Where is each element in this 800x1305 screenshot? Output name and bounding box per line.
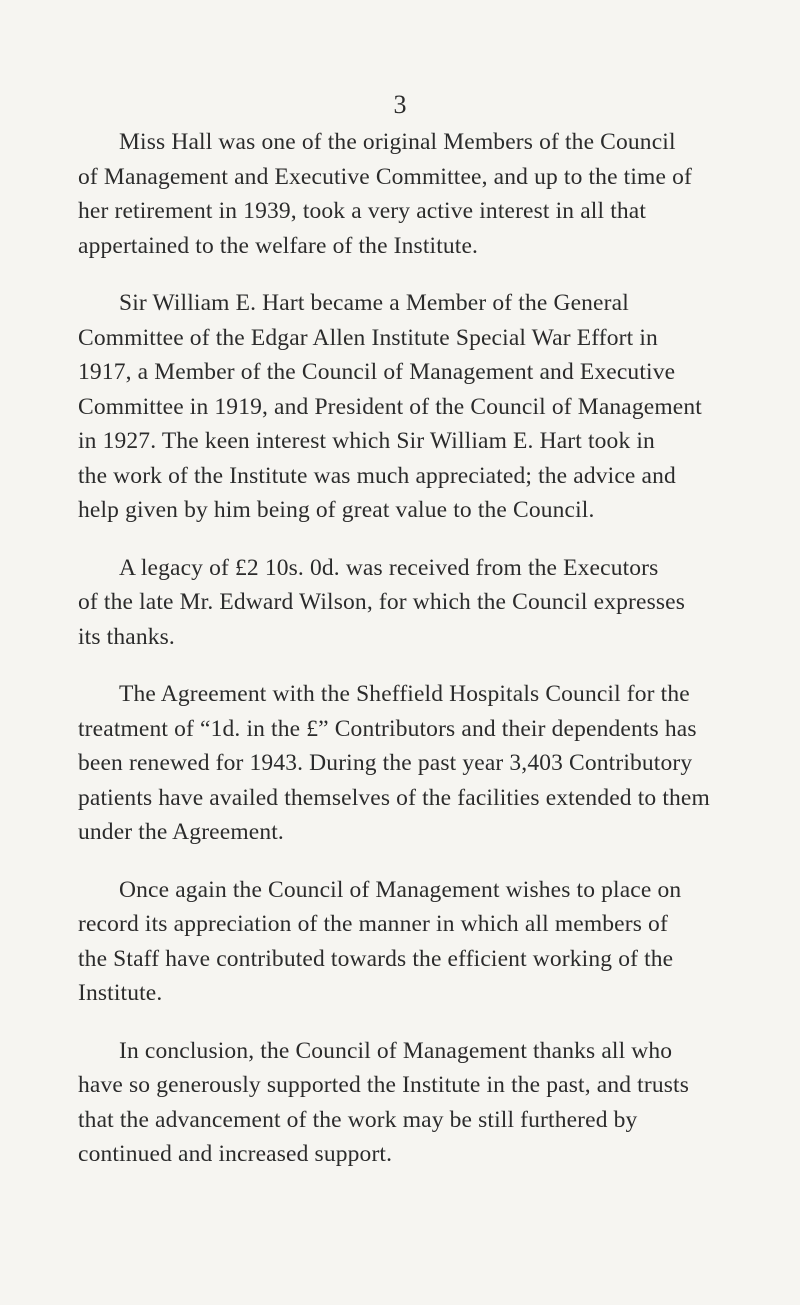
text-line: In conclusion, the Council of Management thanks all who [119, 1037, 673, 1064]
text-line: record its appreciation of the manner in which all members of [78, 911, 668, 937]
paragraph-conclusion [78, 1034, 740, 1172]
text-line: the work of the Institute was much appreciated; the advice and [78, 462, 676, 489]
paragraph-staff-appreciation [78, 873, 740, 1011]
text-line: Committee in 1919, and President of the Council of Management [78, 393, 702, 420]
text-line: been renewed for 1943. During the past year 3,403 Contributory [78, 750, 693, 776]
text-line: Committee of the Edgar Allen Institute Special War Effort in [78, 324, 658, 351]
text-line: its thanks. [78, 623, 175, 650]
text-line: help given by him being of great value to the Council. [78, 497, 595, 523]
text-line: The Agreement with the Sheffield Hospitals Council for the [119, 681, 690, 707]
text-line: under the Agreement. [78, 819, 284, 845]
paragraph-legacy [78, 551, 740, 655]
text-line: the Staff have contributed towards the efficient working of the [78, 945, 674, 972]
text-line: A legacy of £2 10s. 0d. was received from the Executors [119, 554, 659, 581]
text-line: Miss Hall was one of the original Members of the Council [119, 129, 676, 155]
paragraph-miss-hall [78, 125, 740, 263]
text-line: that the advancement of the work may be still furthered by [78, 1106, 638, 1133]
text-line: continued and increased support. [78, 1141, 393, 1167]
paragraph-agreement [78, 677, 740, 850]
text-line: patients have availed themselves of the facilities extended to them [78, 784, 710, 811]
text-line: of the late Mr. Edward Wilson, for which the Council expresses [78, 589, 686, 615]
text-line: Once again the Council of Management wishes to place on [119, 876, 682, 903]
text-line: her retirement in 1939, took a very active interest in all that [78, 198, 647, 224]
text-line: in 1927. The keen interest which Sir William E. Hart took in [78, 428, 655, 454]
paragraph-sir-william-hart [78, 286, 740, 528]
text-line: treatment of “1d. in the £” Contributors and their dependents has [78, 715, 697, 742]
text-line: of Management and Executive Committee, and up to the time of [78, 163, 692, 190]
body-text [78, 125, 740, 1195]
text-line: Sir William E. Hart became a Member of the General [119, 290, 629, 316]
text-line: 1917, a Member of the Council of Management and Executive [78, 359, 676, 385]
text-line: have so generously supported the Institute in the past, and trusts [78, 1072, 689, 1098]
text-line: Institute. [78, 980, 163, 1006]
page-number: 3 [393, 90, 407, 119]
text-line: appertained to the welfare of the Institute. [78, 232, 479, 259]
